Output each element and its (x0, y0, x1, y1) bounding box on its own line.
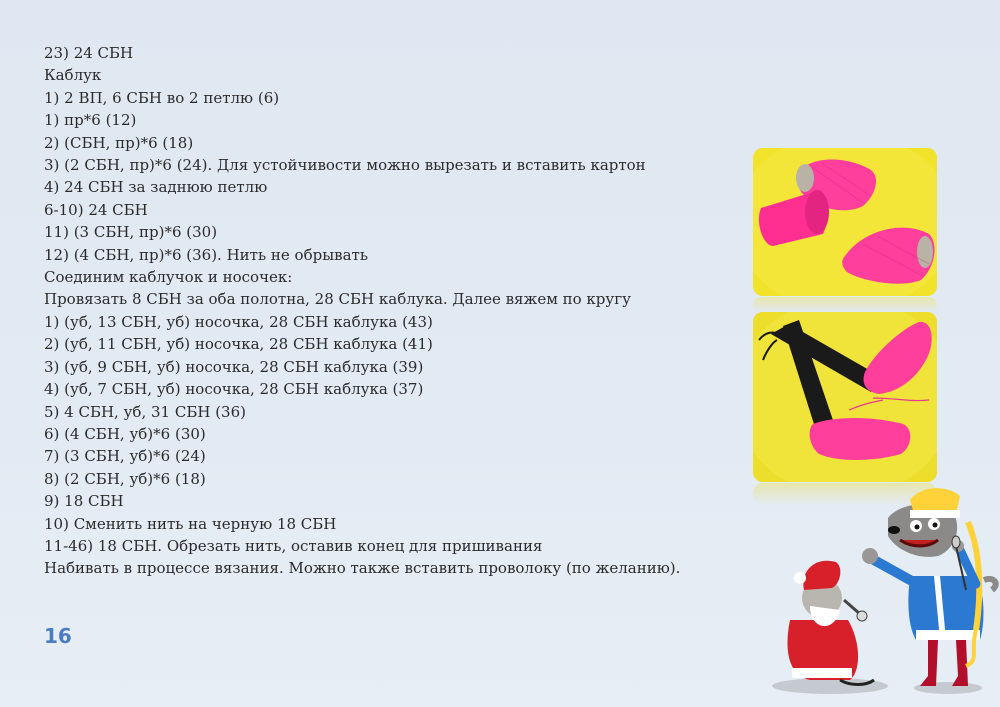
instruction-line: Набивать в процессе вязания. Можно также вставить проволоку (по желанию). (44, 559, 681, 578)
heel-and-toe-photo (753, 148, 937, 296)
instruction-line: 3) (2 СБН, пр)*6 (24). Для устойчивости можно вырезать и вставить картон (44, 156, 646, 175)
instruction-line: 1) пр*6 (12) (44, 111, 137, 130)
instruction-line: Соединим каблучок и носочек: (44, 268, 293, 287)
instruction-line: Провязать 8 СБН за оба полотна, 28 СБН каблука. Далее вяжем по кругу (44, 290, 631, 309)
knitted-legs-photo (753, 312, 937, 482)
instruction-line: 1) 2 ВП, 6 СБН во 2 петлю (6) (44, 88, 280, 107)
cartoon-characters-illustration (770, 480, 1000, 707)
instruction-line: 10) Сменить нить на черную 18 СБН (44, 514, 337, 533)
knitting-instructions (44, 42, 680, 580)
instruction-line: 2) (уб, 11 СБН, уб) носочка, 28 СБН каблука (41) (44, 335, 433, 354)
photo-reflection (753, 297, 937, 313)
instruction-line: 6) (4 СБН, уб)*6 (30) (44, 424, 206, 443)
instruction-line: 4) (уб, 7 СБН, уб) носочка, 28 СБН каблука (37) (44, 380, 424, 399)
instruction-line: 12) (4 СБН, пр)*6 (36). Нить не обрывать (44, 245, 368, 264)
instruction-line: 1) (уб, 13 СБН, уб) носочка, 28 СБН каблука (43) (44, 312, 433, 331)
instruction-line: 11) (3 СБН, пр)*6 (30) (44, 223, 218, 242)
instruction-line: 2) (СБН, пр)*6 (18) (44, 133, 194, 152)
instruction-line: 6-10) 24 СБН (44, 200, 148, 219)
instruction-line: Каблук (44, 66, 102, 85)
instruction-line: 11-46) 18 СБН. Обрезать нить, оставив конец для пришивания (44, 536, 543, 555)
instruction-line: 9) 18 СБН (44, 492, 124, 511)
instruction-line: 5) 4 СБН, уб, 31 СБН (36) (44, 402, 246, 421)
instruction-line: 8) (2 СБН, уб)*6 (18) (44, 469, 206, 488)
instruction-line: 3) (уб, 9 СБН, уб) носочка, 28 СБН каблука (39) (44, 357, 424, 376)
instruction-line: 4) 24 СБН за заднюю петлю (44, 178, 268, 197)
instruction-line: 23) 24 СБН (44, 44, 134, 62)
instruction-line: 7) (3 СБН, уб)*6 (24) (44, 447, 206, 466)
page-number: 16 (44, 624, 72, 648)
